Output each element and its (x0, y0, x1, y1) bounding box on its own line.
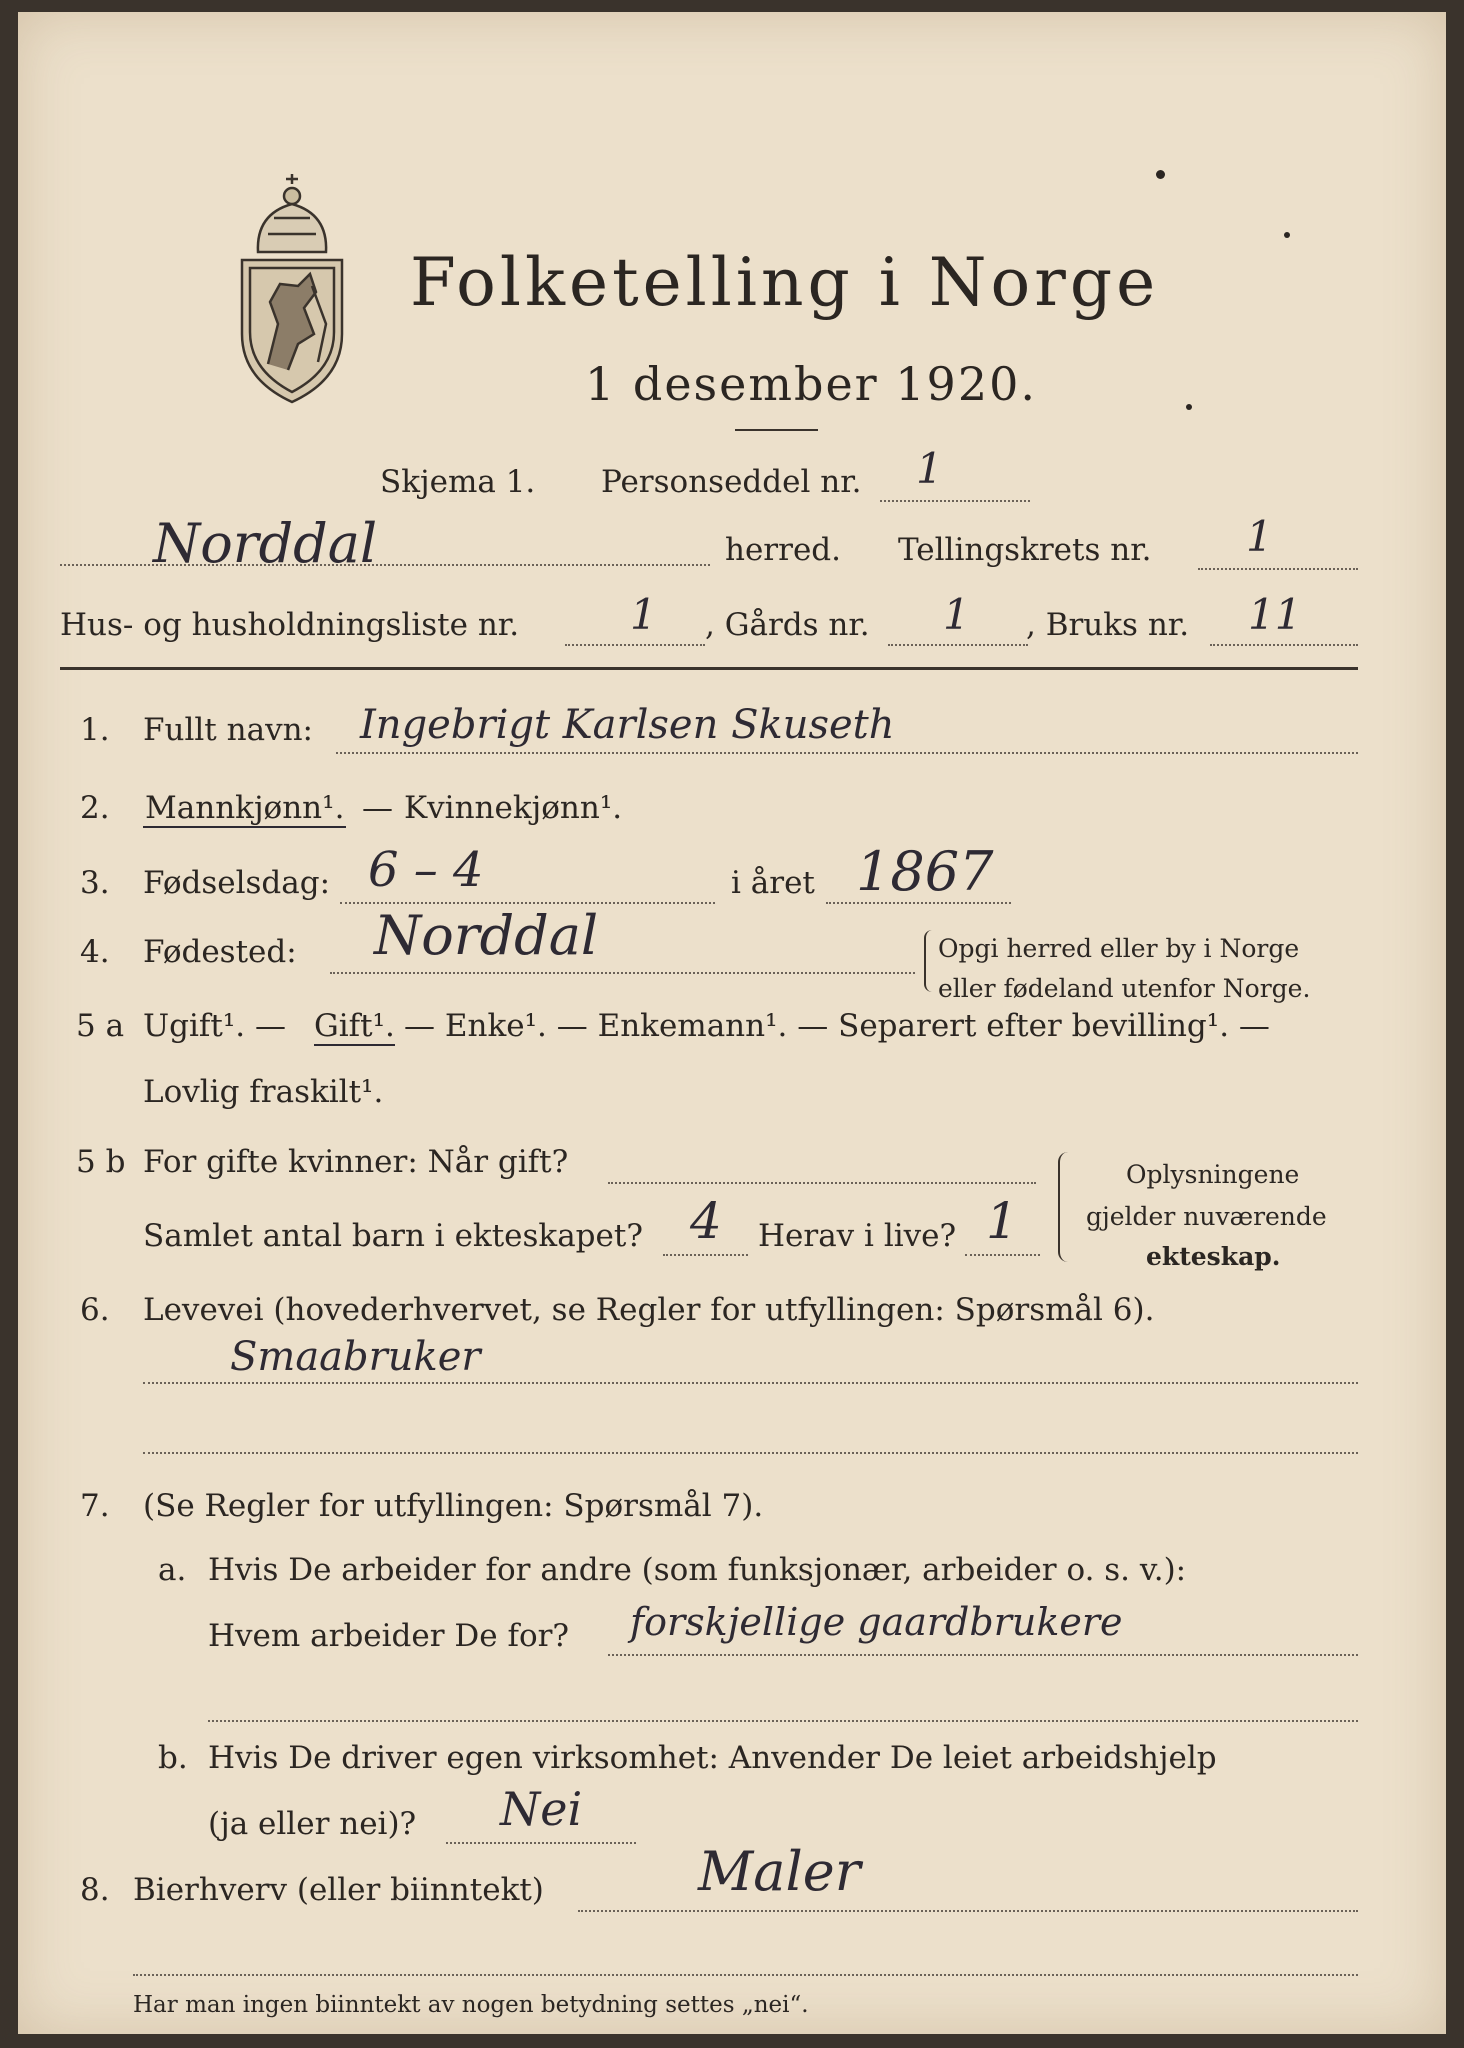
bruks-value[interactable]: 11 (1248, 590, 1302, 639)
footer-note: Har man ingen biinntekt av nogen betydning settes „nei“. (133, 1992, 809, 2018)
gender-male-option[interactable]: Mannkjønn¹. (145, 790, 345, 826)
q4-brace (924, 930, 936, 992)
q4-note-2: eller fødeland utenfor Norge. (938, 974, 1311, 1003)
q7a-label-2: Hvem arbeider De for? (208, 1618, 570, 1654)
marital-other-options[interactable]: — Enke¹. — Enkemann¹. — Separert efter bevilling¹. — (404, 1008, 1270, 1044)
gards-value[interactable]: 1 (943, 590, 970, 639)
personseddel-line (880, 500, 1030, 502)
marital-divorced-option[interactable]: Lovlig fraskilt¹. (143, 1074, 384, 1110)
herred-line (60, 564, 710, 566)
q5b-note-2: gjelder nuværende (1086, 1202, 1327, 1231)
birthplace-line (330, 972, 915, 974)
q2-number: 2. (80, 790, 110, 826)
employer-line (608, 1654, 1358, 1656)
ink-spot (1156, 170, 1165, 179)
herred-label: herred. (725, 532, 841, 568)
gards-line (888, 644, 1028, 646)
gender-female-option[interactable]: Kvinnekjønn¹. (404, 790, 623, 826)
gender-separator: — (362, 790, 393, 826)
birth-year-value[interactable]: 1867 (856, 840, 994, 903)
occupation-value[interactable]: Smaabruker (230, 1334, 481, 1380)
q5b-brace (1058, 1152, 1072, 1262)
personseddel-value[interactable]: 1 (916, 444, 943, 493)
occupation-line-2 (143, 1452, 1358, 1454)
ink-spot (1186, 404, 1192, 410)
employer-value[interactable]: forskjellige gaardbrukere (630, 1600, 1123, 1644)
hired-help-line (446, 1842, 636, 1844)
children-alive-value[interactable]: 1 (986, 1192, 1018, 1250)
q6-number: 6. (80, 1292, 110, 1328)
q1-number: 1. (80, 712, 110, 748)
full-name-value[interactable]: Ingebrigt Karlsen Skuseth (360, 702, 895, 748)
census-form-sheet (18, 12, 1446, 2034)
header-divider (60, 667, 1358, 670)
q5a-number: 5 a (76, 1008, 125, 1044)
q5b-children-label: Samlet antal barn i ekteskapet? (143, 1218, 643, 1254)
q5b-note-3: ekteskap. (1146, 1242, 1281, 1271)
q4-note-1: Opgi herred eller by i Norge (938, 934, 1300, 963)
census-date: 1 desember 1920. (585, 357, 1037, 411)
personseddel-label: Personseddel nr. (601, 464, 862, 500)
q7-number: 7. (80, 1488, 110, 1524)
q5b-alive-label: Herav i live? (758, 1218, 957, 1254)
marital-unmarried-option[interactable]: Ugift¹. — (143, 1008, 286, 1044)
schema-label: Skjema 1. (380, 464, 536, 500)
q7b-letter: b. (158, 1740, 188, 1776)
q3-number: 3. (80, 865, 110, 901)
q4-number: 4. (80, 934, 110, 970)
q7a-letter: a. (158, 1552, 187, 1588)
q8-number: 8. (80, 1872, 110, 1908)
birthday-value[interactable]: 6 – 4 (368, 842, 484, 898)
q7b-label-1: Hvis De driver egen virksomhet: Anvender De leiet arbeidshjelp (208, 1740, 1217, 1776)
bruks-label: , Bruks nr. (1026, 607, 1190, 643)
side-income-line (578, 1910, 1358, 1912)
employer-line-2 (208, 1720, 1358, 1722)
ink-spot (1284, 232, 1290, 238)
husliste-line (565, 644, 705, 646)
q5b-when-married-label: For gifte kvinner: Når gift? (143, 1144, 569, 1180)
q3-label: Fødselsdag: (143, 865, 331, 901)
q5b-note-1: Oplysningene (1126, 1160, 1300, 1189)
side-income-line-2 (133, 1974, 1358, 1976)
when-married-line (608, 1182, 1036, 1184)
birthplace-value[interactable]: Norddal (374, 904, 599, 967)
tellingskrets-label: Tellingskrets nr. (898, 532, 1152, 568)
tellingskrets-line (1198, 568, 1358, 570)
q7b-label-2: (ja eller nei)? (208, 1806, 417, 1842)
alive-line (965, 1254, 1040, 1256)
q6-label: Levevei (hovederhvervet, se Regler for utfyllingen: Spørsmål 6). (143, 1292, 1155, 1328)
side-income-value[interactable]: Maler (698, 1840, 861, 1903)
gards-label: , Gårds nr. (705, 607, 870, 643)
children-count-value[interactable]: 4 (690, 1192, 722, 1250)
q7-label: (Se Regler for utfyllingen: Spørsmål 7). (143, 1488, 764, 1524)
q5b-number: 5 b (76, 1144, 126, 1180)
husliste-label: Hus- og husholdningsliste nr. (60, 607, 520, 643)
occupation-line-1 (143, 1382, 1358, 1384)
q8-label: Bierhverv (eller biinntekt) (133, 1872, 544, 1908)
husliste-value[interactable]: 1 (630, 590, 657, 639)
tellingskrets-value[interactable]: 1 (1246, 512, 1273, 561)
hired-help-value[interactable]: Nei (500, 1782, 583, 1836)
q1-label: Fullt navn: (143, 712, 313, 748)
q7a-label-1: Hvis De arbeider for andre (som funksjonær, arbeider o. s. v.): (208, 1552, 1187, 1588)
q1-line (336, 752, 1358, 754)
marital-married-option[interactable]: Gift¹. (314, 1008, 395, 1044)
form-title: Folketelling i Norge (410, 244, 1160, 321)
children-line (663, 1254, 748, 1256)
herred-value[interactable]: Norddal (153, 512, 378, 575)
bruks-line (1210, 644, 1358, 646)
title-divider (735, 429, 818, 431)
q4-label: Fødested: (143, 934, 297, 970)
norwegian-coat-of-arms-icon (228, 174, 356, 406)
q3-year-label: i året (731, 865, 815, 901)
